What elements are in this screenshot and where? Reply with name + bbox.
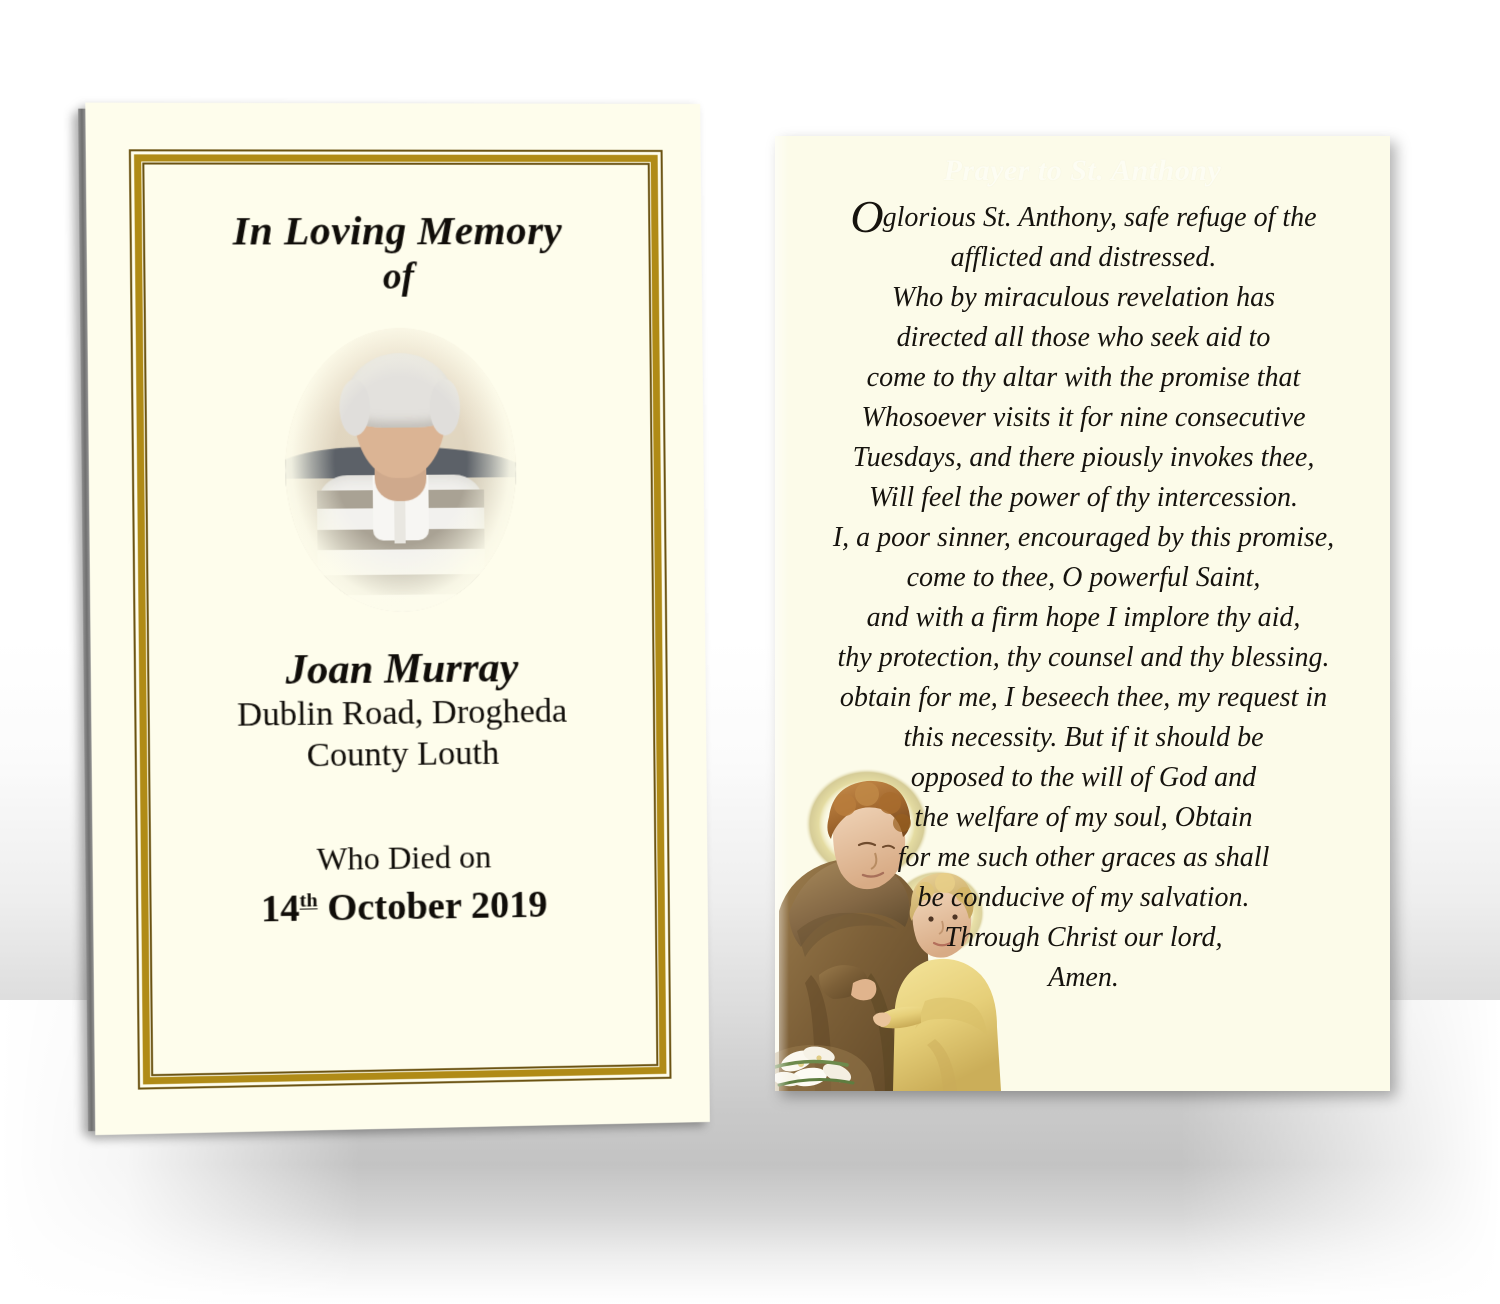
prayer-line: for me such other graces as shall xyxy=(897,842,1270,873)
of-heading: of xyxy=(382,256,415,298)
prayer-line: Through Christ our lord, xyxy=(944,922,1223,953)
left-card xyxy=(85,103,710,1136)
prayer-line: opposed to the will of God and xyxy=(910,762,1257,793)
prayer-line: this necessity. But if it should be xyxy=(903,722,1264,753)
prayer-line: I, a poor sinner, encouraged by this promise, xyxy=(832,522,1335,553)
left-card-content xyxy=(148,174,654,1073)
prayer-line: directed all those who seek aid to xyxy=(896,322,1271,353)
prayer-dropcap: O xyxy=(850,191,883,242)
right-card xyxy=(775,136,1390,1091)
prayer-line: Whosoever visits it for nine consecutive xyxy=(861,402,1306,433)
died-date xyxy=(154,881,652,935)
left-card-face xyxy=(85,103,710,1136)
prayer-line: Who by miraculous revelation has xyxy=(891,282,1276,313)
portrait-photo xyxy=(283,327,517,612)
address-line-2: County Louth xyxy=(306,735,500,775)
deceased-name: Joan Murray xyxy=(285,644,519,694)
portrait-vignette xyxy=(283,327,517,612)
died-label: Who Died on xyxy=(316,838,492,878)
died-day-suffix: th xyxy=(299,889,318,913)
card-edge-sheen xyxy=(775,136,789,1091)
died-day: 14 xyxy=(260,887,300,931)
prayer-line: Will feel the power of thy intercession. xyxy=(869,482,1298,513)
prayer-line: and with a firm hope I implore thy aid, xyxy=(866,602,1301,633)
prayer-line: Amen. xyxy=(1048,962,1119,993)
prayer-line: come to thy altar with the promise that xyxy=(866,362,1301,393)
prayer-line: glorious St. Anthony, safe refuge of the xyxy=(882,202,1317,233)
address-line-1: Dublin Road, Drogheda xyxy=(237,692,568,734)
prayer-line: thy protection, thy counsel and thy blessing. xyxy=(837,642,1330,673)
prayer-line: come to thee, O powerful Saint, xyxy=(906,562,1261,593)
died-month-year: October 2019 xyxy=(327,883,548,930)
prayer-text xyxy=(801,191,1366,998)
prayer-line: be conducive of my salvation. xyxy=(917,882,1250,913)
prayer-line: afflicted and distressed. xyxy=(950,242,1217,273)
in-loving-memory-heading: In Loving Memory xyxy=(232,207,563,254)
prayer-line: Tuesdays, and there piously invokes thee, xyxy=(852,442,1315,473)
prayer-line: the welfare of my soul, Obtain xyxy=(914,802,1253,833)
prayer-line: obtain for me, I beseech thee, my request in xyxy=(839,682,1328,713)
prayer-title: Prayer to St. Anthony xyxy=(943,154,1222,187)
right-card-face xyxy=(775,136,1390,1091)
